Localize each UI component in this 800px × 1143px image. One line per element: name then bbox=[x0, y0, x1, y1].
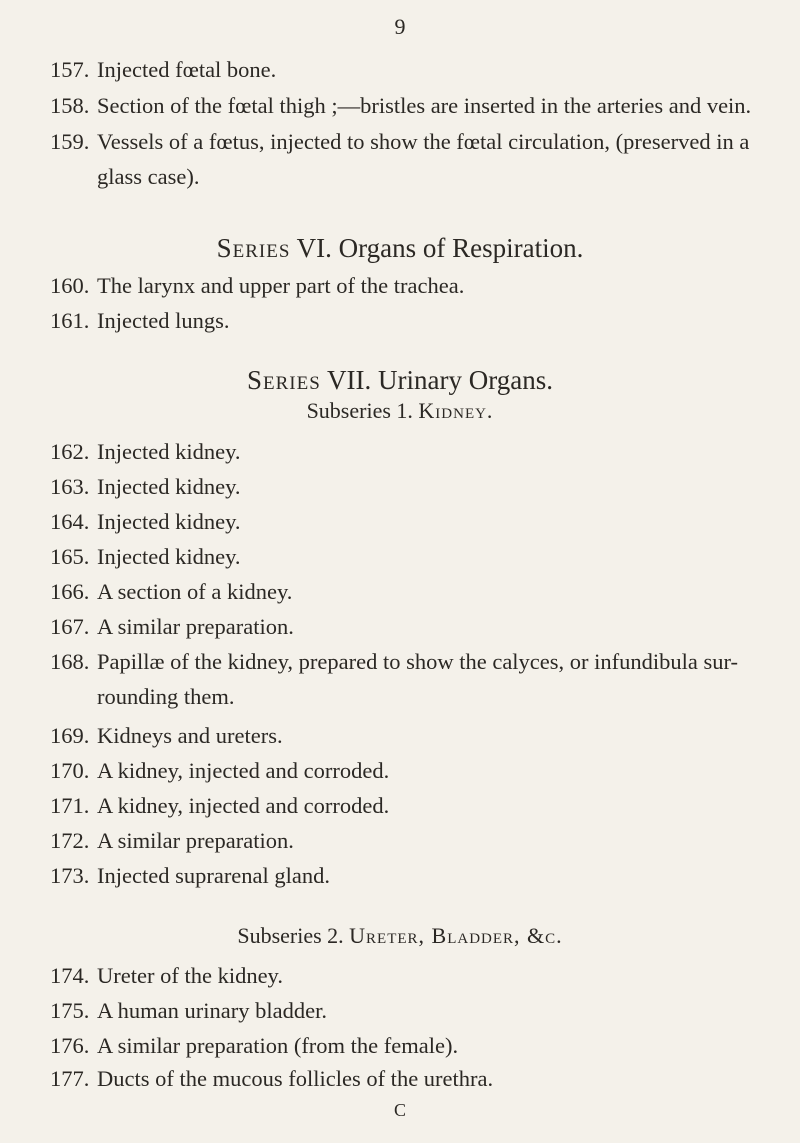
entry-text: A similar preparation. bbox=[97, 614, 294, 639]
catalogue-entry-159 bbox=[50, 124, 776, 194]
catalogue-entry-177 bbox=[50, 1061, 776, 1096]
catalogue-entry-169 bbox=[50, 718, 776, 753]
entry-text: Injected fœtal bone. bbox=[97, 57, 277, 82]
entry-number: 167. bbox=[50, 614, 90, 639]
catalogue-entry-160 bbox=[50, 268, 776, 303]
subseries-name: Ureter, Bladder, &c. bbox=[349, 923, 563, 948]
catalogue-entry-165 bbox=[50, 539, 776, 574]
catalogue-entry-172 bbox=[50, 823, 776, 858]
catalogue-entry-175 bbox=[50, 993, 776, 1028]
entry-number: 175. bbox=[50, 998, 90, 1023]
entry-number: 164. bbox=[50, 509, 90, 534]
entry-number: 162. bbox=[50, 439, 90, 464]
entry-text: Ureter of the kidney. bbox=[97, 963, 283, 988]
catalogue-entry-163 bbox=[50, 469, 776, 504]
entry-text: A human urinary bladder. bbox=[97, 998, 327, 1023]
entry-text: A section of a kidney. bbox=[97, 579, 293, 604]
entry-number: 165. bbox=[50, 544, 90, 569]
catalogue-entry-174 bbox=[50, 958, 776, 993]
catalogue-entry-157 bbox=[50, 52, 776, 87]
series-title: Organs of Respiration. bbox=[338, 233, 584, 263]
entry-text: Injected kidney. bbox=[97, 509, 241, 534]
signature-mark: C bbox=[393, 1100, 406, 1120]
catalogue-entry-161 bbox=[50, 303, 776, 338]
entry-text: Section of the fœtal thigh ;—bristles are inserted in the arteries and vein. bbox=[97, 93, 752, 118]
catalogue-entry-170 bbox=[50, 753, 776, 788]
entry-text: A similar preparation (from the female). bbox=[97, 1033, 459, 1058]
series-label: Series bbox=[216, 233, 291, 263]
subseries-2-heading bbox=[0, 923, 800, 949]
entry-text: A similar preparation. bbox=[97, 828, 294, 853]
catalogue-entry-162 bbox=[50, 434, 776, 469]
entry-text: Kidneys and ureters. bbox=[97, 723, 283, 748]
entry-number: 171. bbox=[50, 793, 90, 818]
entry-number: 166. bbox=[50, 579, 90, 604]
subseries-label: Subseries 1. bbox=[306, 398, 413, 423]
entry-text: Injected kidney. bbox=[97, 474, 241, 499]
entry-text: A kidney, injected and corroded. bbox=[97, 793, 390, 818]
subseries-1-heading bbox=[0, 398, 800, 424]
entry-number: 163. bbox=[50, 474, 90, 499]
entry-number: 170. bbox=[50, 758, 90, 783]
catalogue-entry-176 bbox=[50, 1028, 776, 1063]
catalogue-entry-167 bbox=[50, 609, 776, 644]
catalogue-entry-168 bbox=[50, 644, 776, 714]
entry-number: 157. bbox=[50, 57, 90, 82]
entry-number: 158. bbox=[50, 93, 90, 118]
entry-continuation: glass case). bbox=[97, 164, 200, 189]
entry-text: The larynx and upper part of the trachea. bbox=[97, 273, 465, 298]
page-number: 9 bbox=[394, 14, 406, 39]
entry-text: Injected lungs. bbox=[97, 308, 230, 333]
entry-number: 160. bbox=[50, 273, 90, 298]
catalogue-entry-166 bbox=[50, 574, 776, 609]
entry-continuation: rounding them. bbox=[97, 684, 235, 709]
subseries-name: Kidney. bbox=[418, 398, 494, 423]
entry-number: 177. bbox=[50, 1066, 90, 1091]
series-vii-heading bbox=[0, 365, 800, 396]
entry-number: 161. bbox=[50, 308, 90, 333]
entry-number: 169. bbox=[50, 723, 90, 748]
series-vi-heading bbox=[0, 233, 800, 264]
entry-text: Injected suprarenal gland. bbox=[97, 863, 331, 888]
catalogue-entry-164 bbox=[50, 504, 776, 539]
subseries-label: Subseries 2. bbox=[237, 923, 344, 948]
entry-text: A kidney, injected and corroded. bbox=[97, 758, 390, 783]
series-numeral: VII. bbox=[327, 365, 372, 395]
entry-text: Injected kidney. bbox=[97, 544, 241, 569]
series-label: Series bbox=[246, 365, 321, 395]
entry-text: Ducts of the mucous follicles of the urethra. bbox=[97, 1066, 494, 1091]
catalogue-entry-158 bbox=[50, 88, 776, 123]
entry-number: 176. bbox=[50, 1033, 90, 1058]
entry-text: Vessels of a fœtus, injected to show the fœtal circulation, (preserved in a bbox=[97, 129, 750, 154]
catalogue-entry-173 bbox=[50, 858, 776, 893]
catalogue-entry-171 bbox=[50, 788, 776, 823]
entry-text: Injected kidney. bbox=[97, 439, 241, 464]
entry-number: 172. bbox=[50, 828, 90, 853]
entry-text: Papillæ of the kidney, prepared to show the calyces, or infundibula sur- bbox=[97, 649, 739, 674]
entry-number: 168. bbox=[50, 649, 90, 674]
entry-number: 174. bbox=[50, 963, 90, 988]
series-numeral: VI. bbox=[296, 233, 332, 263]
series-title: Urinary Organs. bbox=[378, 365, 553, 395]
entry-number: 159. bbox=[50, 129, 90, 154]
entry-number: 173. bbox=[50, 863, 90, 888]
